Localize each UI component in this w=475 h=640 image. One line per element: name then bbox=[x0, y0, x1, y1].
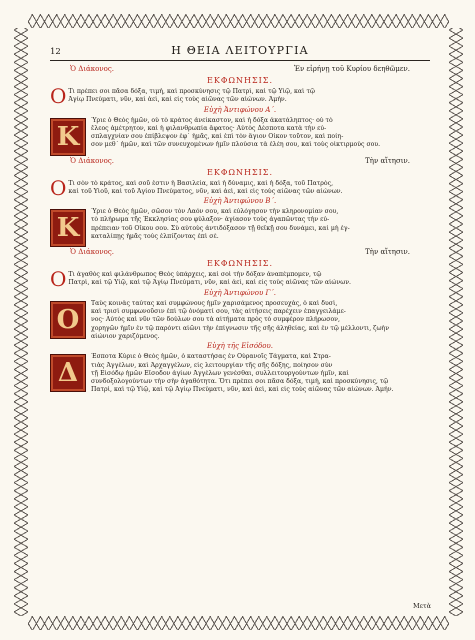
prayer-paragraph bbox=[50, 300, 430, 341]
ekphonesis-heading: ΕΚΦΩΝΗΣΙΣ. bbox=[207, 76, 273, 85]
text-line: Ύριε ὁ Θεὸς ἡμῶν, σῶσον τὸν Λαόν σου, καὶ εὐλόγησον τὴν κληρονομίαν σου, bbox=[91, 208, 339, 216]
initial-o-letter: O bbox=[50, 88, 67, 105]
text-line: σπλαγχνίαν σου ἐπίβλεψον ἐφ᾿ ἡμᾶς, καὶ ἐπὶ τὸν ἅγιον Οἶκον τοῦτον, καὶ ποίη- bbox=[91, 133, 344, 141]
deacon-line bbox=[50, 156, 430, 167]
ekphonesis-paragraph bbox=[50, 180, 430, 197]
text-line: Ἁγίῳ Πνεύματι, νῦν, καὶ ἀεὶ, καὶ εἰς τοὺς αἰῶνας τῶν αἰώνων. Ἀμήν. bbox=[68, 96, 287, 104]
deacon-line bbox=[50, 64, 430, 75]
text-line: αἰώνιον χαριζόμενος. bbox=[91, 332, 160, 340]
header-rule bbox=[50, 60, 430, 61]
text-line: τιὰς Ἀγγέλων, καὶ Ἀρχαγγέλων, εἰς λειτουργίαν τῆς σῆς δόξης, ποίησον σὺν bbox=[91, 361, 333, 369]
text-line: ἔλεος ἀμέτρητον, καὶ ἡ φιλανθρωπία ἄφατος· Αὐτὸς Δέσποτα κατὰ τὴν εὐ- bbox=[91, 124, 327, 132]
deacon-petition: Τὴν αἴτησιν. bbox=[365, 156, 410, 165]
text-line: Τι ἀγαθὸς καὶ φιλάνθρωπος Θεὸς ὑπάρχεις, καὶ σοὶ τὴν δόξαν ἀναπέμπομεν, τῷ bbox=[68, 271, 322, 279]
border-bottom-ornament bbox=[28, 616, 449, 630]
prayer-rubric: Εὐχὴ Ἀντιφώνου Β΄. bbox=[203, 197, 277, 206]
border-top-ornament bbox=[28, 14, 449, 28]
text-line: καὶ τοῦ Υἱοῦ, καὶ τοῦ Ἁγίου Πνεύματος, νῦν, καὶ ἀεὶ, καὶ εἰς τοὺς αἰῶνας τῶν αἰώνων. bbox=[68, 187, 343, 195]
text-line: καταλίπῃς ἡμᾶς τοὺς ἐλπίζοντας ἐπὶ σέ. bbox=[91, 233, 219, 241]
initial-o-letter: O bbox=[50, 271, 67, 288]
text-line: Ταὺς κοινὰς ταύτας καὶ συμφώνους ἡμῖν χαρισάμενος προσευχὰς, ὁ καὶ δυσὶ, bbox=[91, 299, 338, 307]
deacon-petition: Τὴν αἴτησιν. bbox=[365, 248, 410, 257]
text-line: Πατρὶ, καὶ τῷ Υἱῷ, καὶ τῷ Ἁγίῳ Πνεύματι, νῦν, καὶ ἀεὶ, καὶ εἰς τοὺς αἰῶνας τῶν αἰώνων. Ἀμήν. bbox=[91, 386, 394, 394]
ekphonesis-heading: ΕΚΦΩΝΗΣΙΣ. bbox=[207, 167, 273, 177]
illuminated-initial: O bbox=[50, 301, 86, 339]
initial-o-letter: O bbox=[50, 179, 67, 197]
page-title: Η ΘΕΙΑ ΛΕΙΤΟΥΡΓΙΑ bbox=[171, 44, 309, 57]
deacon-line bbox=[50, 247, 430, 258]
page-header bbox=[50, 44, 430, 58]
ekphonesis-heading: ΕΚΦΩΝΗΣΙΣ. bbox=[207, 259, 273, 269]
text-line: Τι πρέπει σοι πᾶσα δόξα, τιμή, καὶ προσκύνησις τῷ Πατρὶ, καὶ τῷ Υἱῷ, καὶ τῷ bbox=[68, 88, 315, 95]
prayer-rubric: Εὐχὴ τῆς Εἰσόδου. bbox=[207, 342, 273, 351]
text-line: Πατρὶ, καὶ τῷ Υἱῷ, καὶ τῷ Ἁγίῳ Πνεύματι, νῦν, καὶ ἀεὶ, καὶ εἰς τοὺς αἰῶνας τῶν αἰώνων. bbox=[68, 279, 351, 287]
prayer-paragraph bbox=[50, 353, 430, 394]
prayer-rubric: Εὐχὴ Ἀντιφώνου Α΄. bbox=[203, 105, 277, 114]
deacon-label: Ὁ Διάκονος. bbox=[70, 248, 114, 257]
deacon-label: Ὁ Διάκονος. bbox=[70, 156, 114, 165]
page-content bbox=[50, 44, 430, 395]
border-right-ornament bbox=[449, 28, 463, 616]
text-line: χορηγῶν ἡμῖν ἐν τῷ παρόντι αἰῶνι τὴν ἐπίγνωσιν τῆς σῆς ἀληθείας, καὶ ἐν τῷ μέλλοντι, ζωὴν bbox=[91, 324, 389, 332]
text-line: συνδοξολογούντων τὴν σὴν ἀγαθότητα. Ὅτι πρέπει σοι πᾶσα δόξα, τιμὴ, καὶ προσκύνησις, τῷ bbox=[91, 378, 389, 386]
catchword: Μετὰ bbox=[412, 602, 431, 610]
deacon-label: Ὁ Διάκονος. bbox=[70, 65, 114, 73]
prayer-rubric: Εὐχὴ Ἀντιφώνου Γ΄. bbox=[203, 288, 277, 297]
text-line: Ύριε ὁ Θεὸς ἡμῶν, οὗ τὸ κράτος ἀνείκαστον, καὶ ἡ δόξα ἀκατάληπτος· οὗ τὸ bbox=[91, 116, 333, 124]
text-line: σον μεθ᾿ ἡμῶν, καὶ τῶν συνευχομένων ἡμῖν πλούσια τὰ ἐλέη σου, καὶ τοὺς οἰκτιρμούς σου. bbox=[91, 141, 381, 149]
text-line: νος· Αὐτὸς καὶ νῦν τῶν δούλων σου τὰ αἰτήματα πρὸς τὸ συμφέρον πλήρωσον, bbox=[91, 316, 340, 324]
text-line: τὸ πλήρωμα τῆς Ἐκκλησίας σου φύλαξον· ἁγίασον τοὺς ἀγαπῶντας τὴν εὐ- bbox=[91, 216, 330, 224]
prayer-paragraph bbox=[50, 208, 430, 247]
prayer-paragraph bbox=[50, 117, 430, 156]
illuminated-initial: K bbox=[50, 118, 86, 156]
text-line: τῇ Εἰσόδῳ ἡμῶν Εἴσοδον ἁγίων Ἀγγέλων γενέσθαι, συλλειτουργούντων ἡμῖν, καὶ bbox=[91, 369, 349, 377]
text-line: καὶ τρισὶ συμφωνοῦσιν ἐπὶ τῷ ὀνόματί σου, τὰς αἰτήσεις παρέχειν ἐπαγγειλάμε- bbox=[91, 308, 346, 316]
ekphonesis-paragraph bbox=[50, 271, 430, 288]
deacon-petition: Ἐν εἰρήνῃ τοῦ Κυρίου δεηθῶμεν. bbox=[293, 65, 410, 73]
text-line: πρέπειαν τοῦ Οἴκου σου. Σὺ αὐτοὺς ἀντιδόξασον τῇ θεϊκῇ σου δυνάμει, καὶ μὴ ἐγ- bbox=[91, 224, 350, 232]
liturgy-text bbox=[50, 64, 430, 395]
text-line: Τι σὸν τὸ κράτος, καὶ σοῦ ἐστιν ἡ Βασιλεία, καὶ ἡ δύναμις, καὶ ἡ δόξα, τοῦ Πατρὸς, bbox=[68, 179, 334, 187]
illuminated-initial: K bbox=[50, 209, 86, 247]
illuminated-initial: Δ bbox=[50, 354, 86, 392]
text-line: Έσποτα Κύριε ὁ Θεὸς ἡμῶν, ὁ καταστήσας ἐν Οὐρανοῖς Τάγματα, καὶ Στρα- bbox=[91, 353, 331, 361]
page-number: 12 bbox=[50, 47, 61, 57]
ekphonesis-paragraph bbox=[50, 88, 430, 105]
border-left-ornament bbox=[14, 28, 28, 616]
